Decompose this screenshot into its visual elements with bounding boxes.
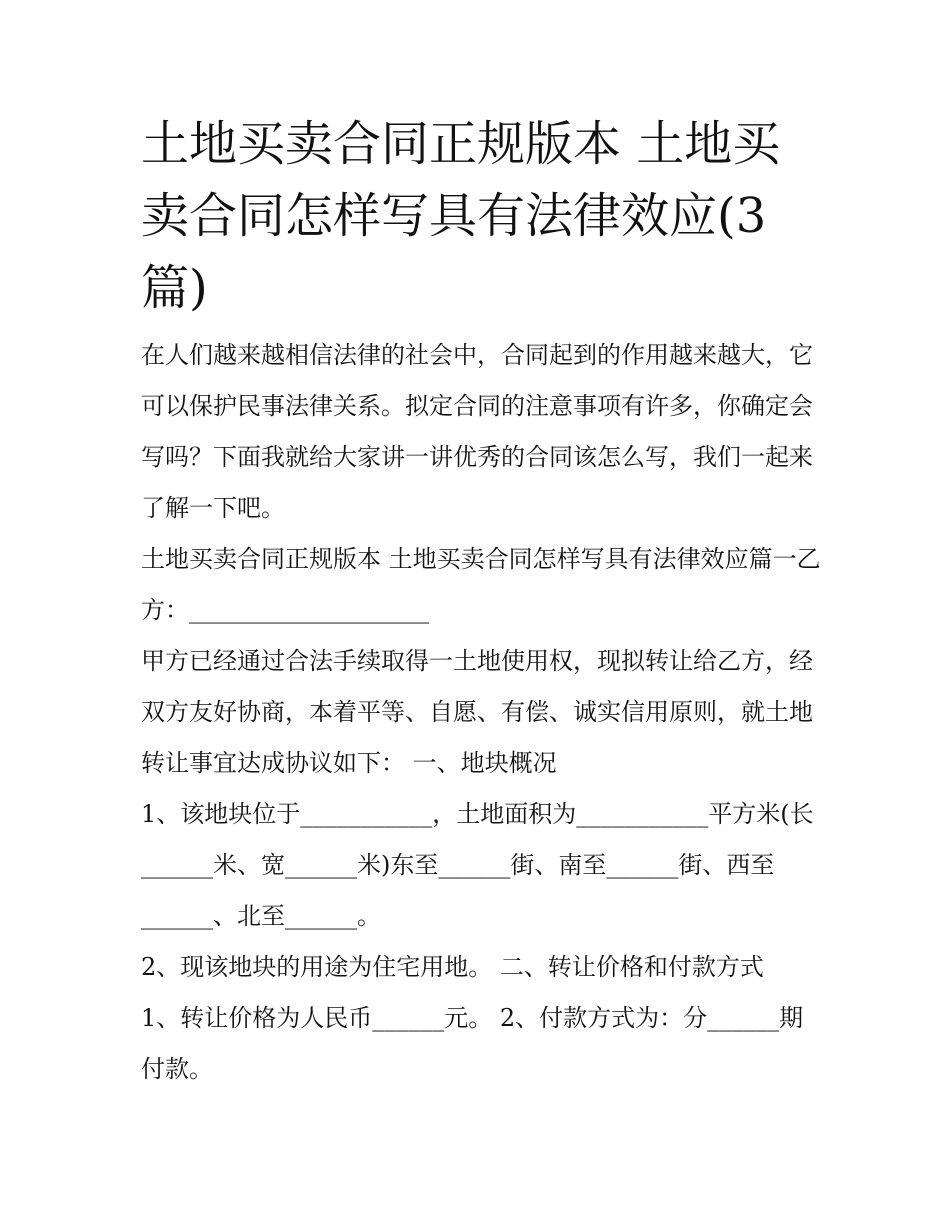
document-body [141,330,821,1095]
section-heading-paragraph: 土地买卖合同正规版本 土地买卖合同怎样写具有法律效应篇一乙方：____________________ [141,545,821,624]
land-location-paragraph: 1、该地块位于___________，土地面积为___________平方米(长______米、宽______米)东至______街、南至______街、西至______、北至______。 [141,800,814,930]
price-payment-paragraph: 1、转让价格为人民币______元。 2、付款方式为：分______期付款。 [141,1004,804,1083]
document-page [141,108,821,1095]
agreement-preamble-paragraph: 甲方已经通过合法手续取得一土地使用权，现拟转让给乙方，经双方友好协商，本着平等、自愿、有偿、诚实信用原则，就土地转让事宜达成协议如下： 一、地块概况 [141,647,813,777]
intro-paragraph: 在人们越来越相信法律的社会中，合同起到的作用越来越大，它可以保护民事法律关系。拟定合同的注意事项有许多，你确定会写吗？下面我就给大家讲一讲优秀的合同该怎么写，我们一起来了解一下吧。 [141,341,813,522]
document-title: 土地买卖合同正规版本 土地买卖合同怎样写具有法律效应(3篇) [141,116,781,316]
land-use-paragraph: 2、现该地块的用途为住宅用地。 二、转让价格和付款方式 [141,953,764,981]
